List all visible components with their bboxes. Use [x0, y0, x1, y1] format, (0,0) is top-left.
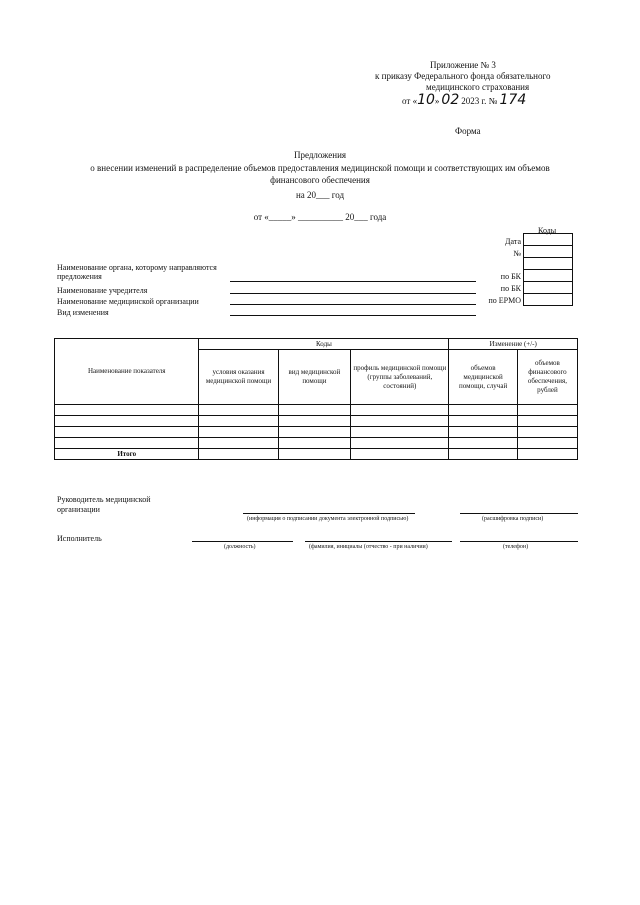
date-mid: » [434, 96, 440, 106]
code-label-bk-2: по БК [500, 284, 521, 293]
col-profile-header: профиль медицинской помощи (группы заболеваний, состояний) [351, 350, 449, 405]
total-label: Итого [55, 449, 199, 460]
date-line: от «_____» __________ 20___ года [253, 212, 387, 222]
col-conditions-header: условия оказания медицинской помощи [199, 350, 278, 405]
appendix-date [402, 92, 526, 108]
head-name-line[interactable] [460, 513, 578, 514]
executor-label: Исполнитель [57, 534, 102, 543]
field-change-line[interactable] [230, 315, 476, 316]
table-row [55, 427, 578, 438]
codes-group-header: Коды [199, 339, 449, 350]
exec-caption-phone: (телефон) [503, 544, 529, 550]
head-label-2: организации [57, 505, 100, 514]
title-line1: Предложения [293, 150, 347, 160]
col-type-header: вид медицинской помощи [278, 350, 351, 405]
head-caption-1: (информация о подписании документа электронной подписью) [247, 516, 409, 522]
date-prefix: от « [402, 96, 418, 106]
col-volume-header: объемов медицинской помощи, случай [449, 350, 518, 405]
appendix-line2: к приказу Федерального фонда обязательного [375, 71, 551, 81]
field-organ-label-2: предложения [57, 272, 102, 281]
code-label-bk-1: по БК [500, 272, 521, 281]
code-label-number: № [513, 249, 521, 258]
field-org-line[interactable] [230, 304, 476, 305]
table-row [55, 438, 578, 449]
appendix-line3: медицинского страхования [426, 82, 530, 92]
exec-name-line[interactable] [305, 541, 452, 542]
table-row [55, 405, 578, 416]
date-month: 02 [441, 92, 460, 108]
field-organ-line[interactable] [230, 281, 476, 282]
head-caption-2: (расшифровка подписи) [482, 516, 544, 522]
appendix-line1: Приложение № 3 [430, 60, 496, 70]
exec-caption-position: (должность) [224, 544, 256, 550]
date-day: 10 [417, 92, 435, 108]
title-year: на 20___ год [295, 190, 345, 200]
codes-header: Коды [538, 226, 557, 235]
table-row [55, 416, 578, 427]
change-group-header: Изменение (+/-) [449, 339, 578, 350]
total-row [55, 449, 578, 460]
title-line2: о внесении изменений в распределение объемов предоставления медицинской помощи и соответствующих им объемов [90, 163, 550, 173]
field-founder-label: Наименование учредителя [57, 286, 148, 295]
order-number: 174 [499, 92, 527, 108]
code-label-ermo: по ЕРМО [488, 296, 521, 305]
head-label-1: Руководитель медицинской [57, 495, 151, 504]
codes-table [523, 233, 573, 306]
head-signature-line[interactable] [243, 513, 415, 514]
form-label: Форма [455, 126, 481, 136]
field-founder-line[interactable] [230, 293, 476, 294]
col-finance-header: объемов финансового обеспечения, рублей [517, 350, 577, 405]
code-label-date: Дата [505, 237, 521, 246]
proposals-table [54, 338, 578, 460]
date-suffix: 2023 г. № [461, 96, 498, 106]
col-name-header: Наименование показателя [55, 339, 199, 405]
exec-position-line[interactable] [192, 541, 293, 542]
title-line3: финансового обеспечения [270, 175, 370, 185]
field-org-label: Наименование медицинской организации [57, 297, 199, 306]
exec-caption-name: (фамилия, инициалы (отчество - при наличии) [309, 544, 428, 550]
field-organ-label: Наименование органа, которому направляются [57, 263, 217, 272]
field-change-label: Вид изменения [57, 308, 109, 317]
exec-phone-line[interactable] [460, 541, 578, 542]
